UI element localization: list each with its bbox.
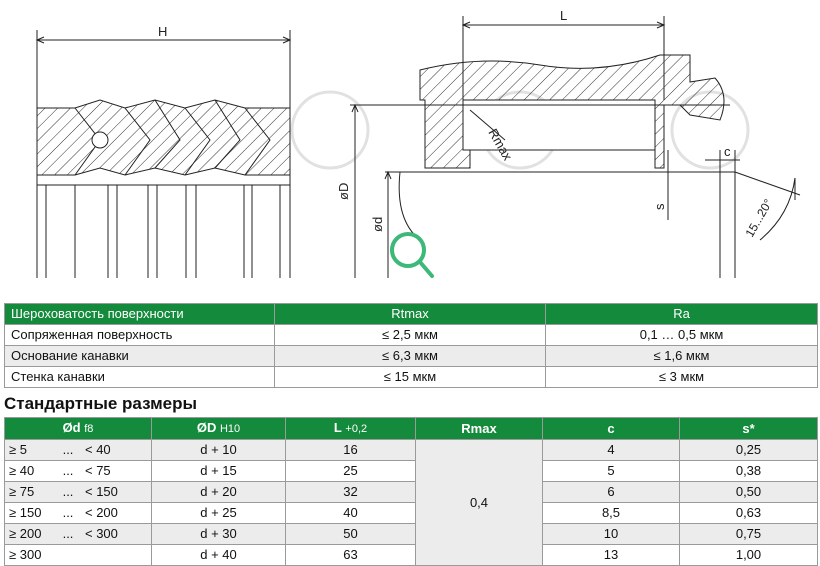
d-range-cell: ≥ 75 ... < 150 [5, 482, 152, 503]
L-cell: 16 [286, 440, 416, 461]
roughness-cell: ≤ 1,6 мкм [546, 346, 818, 367]
sizes-header-L: L +0,2 [286, 418, 416, 440]
table-row [5, 461, 818, 482]
s-cell: 0,63 [680, 503, 818, 524]
roughness-cell: ≤ 6,3 мкм [275, 346, 546, 367]
c-cell: 5 [543, 461, 680, 482]
s-cell: 0,25 [680, 440, 818, 461]
d-range-cell: ≥ 5 ... < 40 [5, 440, 152, 461]
s-cell: 1,00 [680, 545, 818, 566]
D-cell: d + 40 [152, 545, 286, 566]
rmax-cell: 0,4 [416, 440, 543, 566]
dim-label-OD: øD [336, 182, 351, 200]
dim-label-L: L [560, 8, 568, 23]
L-cell: 50 [286, 524, 416, 545]
sizes-header-c: c [543, 418, 680, 440]
table-row [5, 346, 818, 367]
dim-label-Rmax: Rmax [485, 126, 516, 163]
roughness-header: Шероховатость поверхности [5, 304, 275, 325]
section-title: Стандартные размеры [4, 394, 198, 413]
c-cell: 6 [543, 482, 680, 503]
s-cell: 0,75 [680, 524, 818, 545]
D-cell: d + 25 [152, 503, 286, 524]
L-cell: 40 [286, 503, 416, 524]
sizes-table [4, 417, 818, 566]
c-cell: 8,5 [543, 503, 680, 524]
table-row [5, 325, 818, 346]
roughness-header-row [5, 304, 818, 325]
table-row [5, 482, 818, 503]
s-cell: 0,50 [680, 482, 818, 503]
dim-label-c: c [724, 144, 731, 159]
table-row [5, 440, 818, 461]
c-cell: 10 [543, 524, 680, 545]
table-row [5, 545, 818, 566]
sizes-header-Rmax: Rmax [416, 418, 543, 440]
dim-label-Od: ød [370, 216, 385, 232]
magnifier-icon[interactable] [392, 234, 432, 276]
roughness-cell: ≤ 15 мкм [275, 367, 546, 388]
d-range-cell: ≥ 200 ... < 300 [5, 524, 152, 545]
roughness-cell: ≤ 2,5 мкм [275, 325, 546, 346]
sizes-header-s: s* [680, 418, 818, 440]
dim-label-s: s [652, 203, 667, 210]
D-cell: d + 10 [152, 440, 286, 461]
s-cell: 0,38 [680, 461, 818, 482]
table-row [5, 524, 818, 545]
roughness-header: Rtmax [275, 304, 546, 325]
L-cell: 25 [286, 461, 416, 482]
dim-label-angle: 15...20° [742, 196, 776, 240]
sizes-header-row [5, 418, 818, 440]
roughness-cell: Стенка канавки [5, 367, 275, 388]
roughness-cell: Основание канавки [5, 346, 275, 367]
D-cell: d + 20 [152, 482, 286, 503]
d-range-cell: ≥ 300 [5, 545, 152, 566]
d-range-cell: ≥ 40 ... < 75 [5, 461, 152, 482]
sizes-header-d: Ød f8 [5, 418, 152, 440]
roughness-table [4, 303, 818, 388]
c-cell: 4 [543, 440, 680, 461]
c-cell: 13 [543, 545, 680, 566]
roughness-header: Ra [546, 304, 818, 325]
sizes-header-D: ØD H10 [152, 418, 286, 440]
table-row [5, 367, 818, 388]
table-row [5, 503, 818, 524]
roughness-cell: ≤ 3 мкм [546, 367, 818, 388]
L-cell: 32 [286, 482, 416, 503]
D-cell: d + 30 [152, 524, 286, 545]
D-cell: d + 15 [152, 461, 286, 482]
d-range-cell: ≥ 150 ... < 200 [5, 503, 152, 524]
dim-label-H: H [158, 24, 168, 39]
L-cell: 63 [286, 545, 416, 566]
roughness-cell: Сопряженная поверхность [5, 325, 275, 346]
roughness-cell: 0,1 … 0,5 мкм [546, 325, 818, 346]
